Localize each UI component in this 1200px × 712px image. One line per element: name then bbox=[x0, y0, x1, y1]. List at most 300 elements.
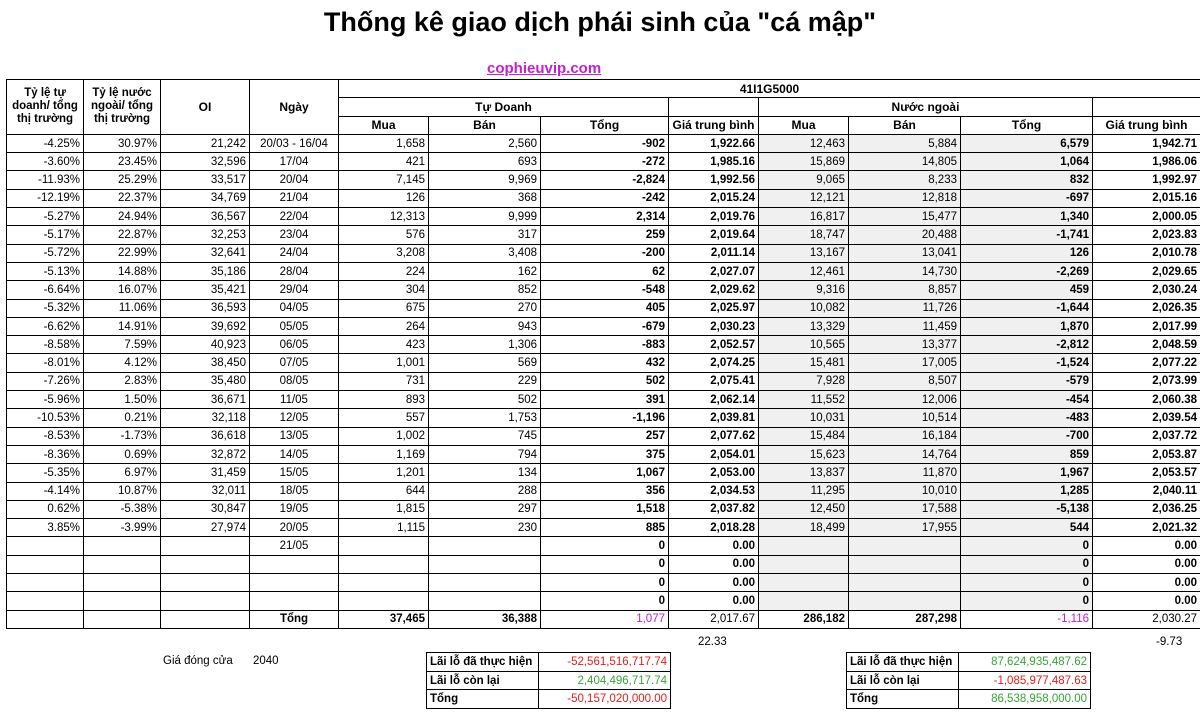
total-td-mua: 37,465 bbox=[339, 610, 429, 628]
table-row bbox=[7, 409, 1200, 427]
empty-header bbox=[669, 98, 759, 116]
cell-td-tong: 0 bbox=[541, 537, 669, 555]
contract-header: 41I1G5000 bbox=[339, 80, 1200, 98]
cell-nn-gia: 2,040.11 bbox=[1093, 482, 1200, 500]
cell-td-mua: 423 bbox=[339, 336, 429, 354]
cell-nn-tong: -1,524 bbox=[961, 354, 1093, 372]
cell-nn-ban: 16,184 bbox=[849, 427, 961, 445]
cell-nn-tong: 0 bbox=[961, 555, 1093, 573]
cell-nn-mua: 12,450 bbox=[759, 500, 849, 518]
close-price-label: Giá đóng cửa bbox=[163, 655, 233, 667]
cell-td-pct: -5.35% bbox=[7, 464, 84, 482]
cell-nn-pct: 11.06% bbox=[84, 299, 161, 317]
cell-td-mua bbox=[339, 592, 429, 610]
cell-nn-ban: 11,726 bbox=[849, 299, 961, 317]
cell-nn-mua: 7,928 bbox=[759, 372, 849, 390]
cell-td-ban: 9,969 bbox=[429, 171, 541, 189]
cell-nn-ban: 14,764 bbox=[849, 445, 961, 463]
cell-td-tong: 885 bbox=[541, 519, 669, 537]
col-header-nn-pct: Tỷ lệ nước ngoài/ tổng thị trường bbox=[84, 80, 161, 135]
cell-td-pct bbox=[7, 537, 84, 555]
table-row bbox=[7, 592, 1200, 610]
cell-nn-pct: 10.87% bbox=[84, 482, 161, 500]
cell-nn-mua bbox=[759, 555, 849, 573]
cell-date: 13/05 bbox=[250, 427, 339, 445]
cell-td-ban: 3,408 bbox=[429, 244, 541, 262]
col-header-nn-gia: Giá trung bình bbox=[1093, 116, 1200, 134]
cell-td-pct: -12.19% bbox=[7, 189, 84, 207]
total-td-ban: 36,388 bbox=[429, 610, 541, 628]
cell-nn-pct: 4.12% bbox=[84, 354, 161, 372]
cell-nn-pct: 22.87% bbox=[84, 226, 161, 244]
cell-td-gia: 2,062.14 bbox=[669, 391, 759, 409]
cell-nn-ban: 17,005 bbox=[849, 354, 961, 372]
cell-td-gia: 0.00 bbox=[669, 574, 759, 592]
cell-nn-mua: 13,167 bbox=[759, 244, 849, 262]
cell-date: 11/05 bbox=[250, 391, 339, 409]
cell-nn-pct: 22.99% bbox=[84, 244, 161, 262]
table-row bbox=[7, 189, 1200, 207]
cell-td-gia: 1,985.16 bbox=[669, 153, 759, 171]
cell-nn-gia: 0.00 bbox=[1093, 592, 1200, 610]
cell-date: 29/04 bbox=[250, 281, 339, 299]
cell-nn-pct bbox=[84, 592, 161, 610]
table-row bbox=[7, 537, 1200, 555]
cell-nn-tong: 459 bbox=[961, 281, 1093, 299]
cell-td-pct: -5.27% bbox=[7, 208, 84, 226]
cell-nn-pct: 0.21% bbox=[84, 409, 161, 427]
cell-oi bbox=[161, 574, 250, 592]
table-row bbox=[7, 445, 1200, 463]
cell-td-gia: 2,039.81 bbox=[669, 409, 759, 427]
cell-nn-mua bbox=[759, 537, 849, 555]
total-row bbox=[7, 610, 1200, 628]
cell-td-mua: 731 bbox=[339, 372, 429, 390]
cell-nn-ban: 14,730 bbox=[849, 262, 961, 280]
cell-oi: 35,421 bbox=[161, 281, 250, 299]
table-row bbox=[7, 153, 1200, 171]
cell-date: 12/05 bbox=[250, 409, 339, 427]
cell-td-ban: 2,560 bbox=[429, 134, 541, 152]
cell-date: 08/05 bbox=[250, 372, 339, 390]
cell-nn-mua: 12,461 bbox=[759, 262, 849, 280]
cell-td-gia: 2,029.62 bbox=[669, 281, 759, 299]
cell-nn-tong: -1,741 bbox=[961, 226, 1093, 244]
cell-nn-tong: -2,269 bbox=[961, 262, 1093, 280]
table-row bbox=[7, 464, 1200, 482]
table-row bbox=[7, 171, 1200, 189]
cell-td-gia: 2,052.57 bbox=[669, 336, 759, 354]
cell-nn-tong: 0 bbox=[961, 574, 1093, 592]
table-row bbox=[7, 262, 1200, 280]
cell-nn-pct: -5.38% bbox=[84, 500, 161, 518]
cell-td-mua bbox=[339, 537, 429, 555]
cell-td-tong: -200 bbox=[541, 244, 669, 262]
cell-date: 20/04 bbox=[250, 171, 339, 189]
cell-td-pct: 0.62% bbox=[7, 500, 84, 518]
cell-nn-ban: 10,514 bbox=[849, 409, 961, 427]
cell-nn-ban: 13,041 bbox=[849, 244, 961, 262]
cell-td-pct: -5.72% bbox=[7, 244, 84, 262]
cell-td-pct: -4.25% bbox=[7, 134, 84, 152]
total-nn-gia: 2,030.27 bbox=[1093, 610, 1200, 628]
cell-date: 05/05 bbox=[250, 317, 339, 335]
cell-oi: 36,671 bbox=[161, 391, 250, 409]
cell-oi: 32,011 bbox=[161, 482, 250, 500]
cell-nn-gia: 2,000.05 bbox=[1093, 208, 1200, 226]
cell-date: 24/04 bbox=[250, 244, 339, 262]
cell-nn-pct bbox=[84, 574, 161, 592]
cell-nn-tong: 832 bbox=[961, 171, 1093, 189]
pl-td-total-label: Tổng bbox=[427, 690, 539, 709]
cell-nn-pct: 14.88% bbox=[84, 262, 161, 280]
cell-td-gia: 2,075.41 bbox=[669, 372, 759, 390]
cell-date: 07/05 bbox=[250, 354, 339, 372]
cell-nn-pct: 16.07% bbox=[84, 281, 161, 299]
cell-td-mua: 1,002 bbox=[339, 427, 429, 445]
table-row bbox=[7, 244, 1200, 262]
cell-oi: 39,692 bbox=[161, 317, 250, 335]
cell-nn-tong: 1,064 bbox=[961, 153, 1093, 171]
cell-nn-ban bbox=[849, 574, 961, 592]
col-header-td-ban: Bán bbox=[429, 116, 541, 134]
cell-date bbox=[250, 574, 339, 592]
cell-td-tong: 391 bbox=[541, 391, 669, 409]
cell-oi: 32,118 bbox=[161, 409, 250, 427]
cell-nn-ban: 8,857 bbox=[849, 281, 961, 299]
cell-td-ban: 162 bbox=[429, 262, 541, 280]
cell-td-tong: 502 bbox=[541, 372, 669, 390]
cell-td-gia: 2,054.01 bbox=[669, 445, 759, 463]
cell-td-mua bbox=[339, 555, 429, 573]
cell-td-mua: 1,115 bbox=[339, 519, 429, 537]
cell-td-pct: -5.96% bbox=[7, 391, 84, 409]
cell-nn-mua: 18,747 bbox=[759, 226, 849, 244]
cell-td-ban bbox=[429, 537, 541, 555]
cell-td-pct: -3.60% bbox=[7, 153, 84, 171]
pl-td-realized-value: -52,561,516,717.74 bbox=[539, 653, 671, 672]
cell-td-pct: -11.93% bbox=[7, 171, 84, 189]
col-header-nn-mua: Mua bbox=[759, 116, 849, 134]
cell-nn-gia: 2,037.72 bbox=[1093, 427, 1200, 445]
cell-date: 21/04 bbox=[250, 189, 339, 207]
cell-td-gia: 2,027.07 bbox=[669, 262, 759, 280]
cell-nn-gia: 2,060.38 bbox=[1093, 391, 1200, 409]
cell-date: 20/03 - 16/04 bbox=[250, 134, 339, 152]
cell-td-gia: 2,077.62 bbox=[669, 427, 759, 445]
cell-td-tong: 259 bbox=[541, 226, 669, 244]
cell-nn-gia: 2,030.24 bbox=[1093, 281, 1200, 299]
cell-oi: 30,847 bbox=[161, 500, 250, 518]
cell-td-pct: -5.13% bbox=[7, 262, 84, 280]
cell-td-gia: 2,053.00 bbox=[669, 464, 759, 482]
cell-nn-mua: 13,837 bbox=[759, 464, 849, 482]
cell-td-gia: 1,922.66 bbox=[669, 134, 759, 152]
cell-nn-tong: -483 bbox=[961, 409, 1093, 427]
cell-nn-tong: 0 bbox=[961, 537, 1093, 555]
cell-nn-gia: 2,015.16 bbox=[1093, 189, 1200, 207]
cell-nn-pct: 23.45% bbox=[84, 153, 161, 171]
cell-oi: 36,567 bbox=[161, 208, 250, 226]
cell-td-tong: -272 bbox=[541, 153, 669, 171]
pl-td-realized-label: Lãi lỗ đã thực hiện bbox=[427, 653, 539, 672]
cell-nn-ban: 12,818 bbox=[849, 189, 961, 207]
cell-oi: 34,769 bbox=[161, 189, 250, 207]
cell-nn-pct: 1.50% bbox=[84, 391, 161, 409]
col-header-td-tong: Tổng bbox=[541, 116, 669, 134]
cell-nn-gia: 2,010.78 bbox=[1093, 244, 1200, 262]
table-row bbox=[7, 208, 1200, 226]
cell-td-ban: 229 bbox=[429, 372, 541, 390]
table-row bbox=[7, 134, 1200, 152]
pl-nn-realized-value: 87,624,935,487.62 bbox=[959, 653, 1091, 672]
cell-td-mua: 264 bbox=[339, 317, 429, 335]
total-label: Tổng bbox=[250, 610, 339, 628]
cell-td-ban: 852 bbox=[429, 281, 541, 299]
cell-nn-tong: -579 bbox=[961, 372, 1093, 390]
cell-nn-ban: 17,588 bbox=[849, 500, 961, 518]
cell-nn-gia: 2,017.99 bbox=[1093, 317, 1200, 335]
cell-nn-gia: 2,036.25 bbox=[1093, 500, 1200, 518]
col-header-td-mua: Mua bbox=[339, 116, 429, 134]
empty-header bbox=[1093, 98, 1200, 116]
pl-table-tu-doanh bbox=[426, 652, 671, 709]
cell-nn-pct: 22.37% bbox=[84, 189, 161, 207]
col-header-td-pct: Tỷ lệ tự doanh/ tổng thị trường bbox=[7, 80, 84, 135]
cell-td-mua: 304 bbox=[339, 281, 429, 299]
close-price-value: 2040 bbox=[253, 655, 279, 667]
table-row bbox=[7, 574, 1200, 592]
cell-td-tong: 257 bbox=[541, 427, 669, 445]
avg-diff-tu-doanh: 22.33 bbox=[698, 636, 727, 648]
pl-nn-realized-label: Lãi lỗ đã thực hiện bbox=[847, 653, 959, 672]
cell-nn-ban bbox=[849, 537, 961, 555]
cell-td-mua: 893 bbox=[339, 391, 429, 409]
cell-td-ban: 297 bbox=[429, 500, 541, 518]
cell-oi: 32,253 bbox=[161, 226, 250, 244]
cell-td-gia: 2,018.28 bbox=[669, 519, 759, 537]
cell-td-pct bbox=[7, 574, 84, 592]
cell-td-pct: -10.53% bbox=[7, 409, 84, 427]
cell-nn-ban: 11,870 bbox=[849, 464, 961, 482]
cell-oi bbox=[161, 537, 250, 555]
cell-nn-ban: 10,010 bbox=[849, 482, 961, 500]
cell-td-tong: 356 bbox=[541, 482, 669, 500]
cell-td-tong: 1,067 bbox=[541, 464, 669, 482]
cell-td-mua: 3,208 bbox=[339, 244, 429, 262]
cell-nn-gia: 1,942.71 bbox=[1093, 134, 1200, 152]
cell-nn-ban: 14,805 bbox=[849, 153, 961, 171]
cell-oi: 31,459 bbox=[161, 464, 250, 482]
cell-nn-ban: 13,377 bbox=[849, 336, 961, 354]
cell-nn-ban: 20,488 bbox=[849, 226, 961, 244]
cell-td-gia: 0.00 bbox=[669, 537, 759, 555]
table-row bbox=[7, 317, 1200, 335]
cell-td-gia: 2,030.23 bbox=[669, 317, 759, 335]
cell-td-gia: 2,037.82 bbox=[669, 500, 759, 518]
cell-td-gia: 2,019.64 bbox=[669, 226, 759, 244]
cell-oi: 35,186 bbox=[161, 262, 250, 280]
cell-td-tong: -548 bbox=[541, 281, 669, 299]
cell-nn-mua: 11,552 bbox=[759, 391, 849, 409]
pl-table-nuoc-ngoai bbox=[846, 652, 1091, 709]
cell-td-tong: -1,196 bbox=[541, 409, 669, 427]
pl-nn-total-label: Tổng bbox=[847, 690, 959, 709]
pl-nn-open-label: Lãi lỗ còn lại bbox=[847, 671, 959, 690]
cell-nn-mua: 16,817 bbox=[759, 208, 849, 226]
cell-nn-ban bbox=[849, 555, 961, 573]
table-row bbox=[7, 500, 1200, 518]
cell-nn-gia: 0.00 bbox=[1093, 555, 1200, 573]
cell-td-mua: 1,658 bbox=[339, 134, 429, 152]
pl-nn-total-value: 86,538,958,000.00 bbox=[959, 690, 1091, 709]
cell-nn-gia: 2,023.83 bbox=[1093, 226, 1200, 244]
cell-td-ban: 9,999 bbox=[429, 208, 541, 226]
cell-nn-mua: 10,031 bbox=[759, 409, 849, 427]
table-row bbox=[7, 391, 1200, 409]
cell-nn-pct: 14.91% bbox=[84, 317, 161, 335]
cell-td-pct: -4.14% bbox=[7, 482, 84, 500]
group-header-tu-doanh: Tự Doanh bbox=[339, 98, 669, 116]
cell-nn-pct: 7.59% bbox=[84, 336, 161, 354]
cell-nn-tong: 0 bbox=[961, 592, 1093, 610]
cell-td-ban: 693 bbox=[429, 153, 541, 171]
pl-td-open-label: Lãi lỗ còn lại bbox=[427, 671, 539, 690]
cell-date: 20/05 bbox=[250, 519, 339, 537]
cell-oi: 33,517 bbox=[161, 171, 250, 189]
cell-nn-tong: 1,285 bbox=[961, 482, 1093, 500]
cell-nn-mua bbox=[759, 574, 849, 592]
cell-nn-mua bbox=[759, 592, 849, 610]
cell-date: 17/04 bbox=[250, 153, 339, 171]
cell-td-tong: 62 bbox=[541, 262, 669, 280]
cell-td-mua: 1,001 bbox=[339, 354, 429, 372]
cell-td-mua: 1,169 bbox=[339, 445, 429, 463]
cell-oi: 27,974 bbox=[161, 519, 250, 537]
cell-td-ban: 1,753 bbox=[429, 409, 541, 427]
cell-nn-pct bbox=[84, 537, 161, 555]
col-header-nn-ban: Bán bbox=[849, 116, 961, 134]
pl-td-total-value: -50,157,020,000.00 bbox=[539, 690, 671, 709]
cell-td-pct bbox=[7, 555, 84, 573]
cell-td-tong: 405 bbox=[541, 299, 669, 317]
cell-nn-tong: 859 bbox=[961, 445, 1093, 463]
cell-td-ban: 230 bbox=[429, 519, 541, 537]
cell-td-ban: 794 bbox=[429, 445, 541, 463]
cell-td-pct: -6.62% bbox=[7, 317, 84, 335]
cell-nn-ban: 8,233 bbox=[849, 171, 961, 189]
cell-td-pct: -8.58% bbox=[7, 336, 84, 354]
cell-td-pct: 3.85% bbox=[7, 519, 84, 537]
col-header-td-gia: Giá trung bình bbox=[669, 116, 759, 134]
cell-oi: 32,641 bbox=[161, 244, 250, 262]
cell-nn-tong: 126 bbox=[961, 244, 1093, 262]
cell-td-ban: 745 bbox=[429, 427, 541, 445]
cell-nn-tong: 544 bbox=[961, 519, 1093, 537]
cell-td-gia: 2,015.24 bbox=[669, 189, 759, 207]
cell-oi: 32,596 bbox=[161, 153, 250, 171]
cell-nn-mua: 13,329 bbox=[759, 317, 849, 335]
cell-nn-gia: 2,077.22 bbox=[1093, 354, 1200, 372]
cell-td-ban: 317 bbox=[429, 226, 541, 244]
cell-td-pct: -7.26% bbox=[7, 372, 84, 390]
cell-td-tong: 0 bbox=[541, 574, 669, 592]
cell-nn-mua: 18,499 bbox=[759, 519, 849, 537]
cell-td-pct: -8.53% bbox=[7, 427, 84, 445]
cell-nn-tong: -700 bbox=[961, 427, 1093, 445]
cell-nn-mua: 10,565 bbox=[759, 336, 849, 354]
group-header-nuoc-ngoai: Nước ngoài bbox=[759, 98, 1093, 116]
cell-td-gia: 1,992.56 bbox=[669, 171, 759, 189]
cell-td-mua bbox=[339, 574, 429, 592]
cell-nn-mua: 9,065 bbox=[759, 171, 849, 189]
cell-nn-tong: 1,870 bbox=[961, 317, 1093, 335]
site-link[interactable]: cophieuvip.com bbox=[487, 60, 602, 77]
cell-oi: 35,480 bbox=[161, 372, 250, 390]
cell-td-mua: 675 bbox=[339, 299, 429, 317]
total-td-tong: 1,077 bbox=[541, 610, 669, 628]
cell-nn-pct: -3.99% bbox=[84, 519, 161, 537]
cell-td-tong: 0 bbox=[541, 592, 669, 610]
cell-oi: 38,450 bbox=[161, 354, 250, 372]
cell-oi: 40,923 bbox=[161, 336, 250, 354]
total-td-gia: 2,017.67 bbox=[669, 610, 759, 628]
cell-oi bbox=[161, 592, 250, 610]
cell-nn-gia: 2,021.32 bbox=[1093, 519, 1200, 537]
cell-nn-gia: 2,039.54 bbox=[1093, 409, 1200, 427]
cell-nn-ban: 12,006 bbox=[849, 391, 961, 409]
cell-oi bbox=[161, 555, 250, 573]
cell-nn-pct: 0.69% bbox=[84, 445, 161, 463]
cell-oi: 36,593 bbox=[161, 299, 250, 317]
cell-td-gia: 2,011.14 bbox=[669, 244, 759, 262]
cell-td-pct: -8.01% bbox=[7, 354, 84, 372]
total-nn-tong: -1,116 bbox=[961, 610, 1093, 628]
cell-td-pct: -8.36% bbox=[7, 445, 84, 463]
cell-td-ban: 134 bbox=[429, 464, 541, 482]
cell-nn-tong: 1,340 bbox=[961, 208, 1093, 226]
cell-date: 04/05 bbox=[250, 299, 339, 317]
cell-td-pct: -6.64% bbox=[7, 281, 84, 299]
cell-nn-tong: -1,644 bbox=[961, 299, 1093, 317]
cell-nn-gia: 0.00 bbox=[1093, 537, 1200, 555]
cell-td-gia: 0.00 bbox=[669, 592, 759, 610]
cell-td-mua: 644 bbox=[339, 482, 429, 500]
cell-td-ban: 368 bbox=[429, 189, 541, 207]
cell-nn-ban: 11,459 bbox=[849, 317, 961, 335]
table-row bbox=[7, 372, 1200, 390]
cell-oi: 32,872 bbox=[161, 445, 250, 463]
pl-nn-open-value: -1,085,977,487.63 bbox=[959, 671, 1091, 690]
cell-date: 06/05 bbox=[250, 336, 339, 354]
cell-td-mua: 1,815 bbox=[339, 500, 429, 518]
cell-td-mua: 12,313 bbox=[339, 208, 429, 226]
cell-date: 23/04 bbox=[250, 226, 339, 244]
cell-td-gia: 2,074.25 bbox=[669, 354, 759, 372]
table-row bbox=[7, 427, 1200, 445]
cell-td-mua: 7,145 bbox=[339, 171, 429, 189]
cell-nn-tong: 1,967 bbox=[961, 464, 1093, 482]
cell-td-ban: 943 bbox=[429, 317, 541, 335]
table-row bbox=[7, 281, 1200, 299]
cell-td-ban: 502 bbox=[429, 391, 541, 409]
cell-td-mua: 557 bbox=[339, 409, 429, 427]
cell-nn-mua: 10,082 bbox=[759, 299, 849, 317]
cell-td-gia: 2,019.76 bbox=[669, 208, 759, 226]
cell-oi: 36,618 bbox=[161, 427, 250, 445]
table-row bbox=[7, 354, 1200, 372]
cell-nn-tong: 6,579 bbox=[961, 134, 1093, 152]
